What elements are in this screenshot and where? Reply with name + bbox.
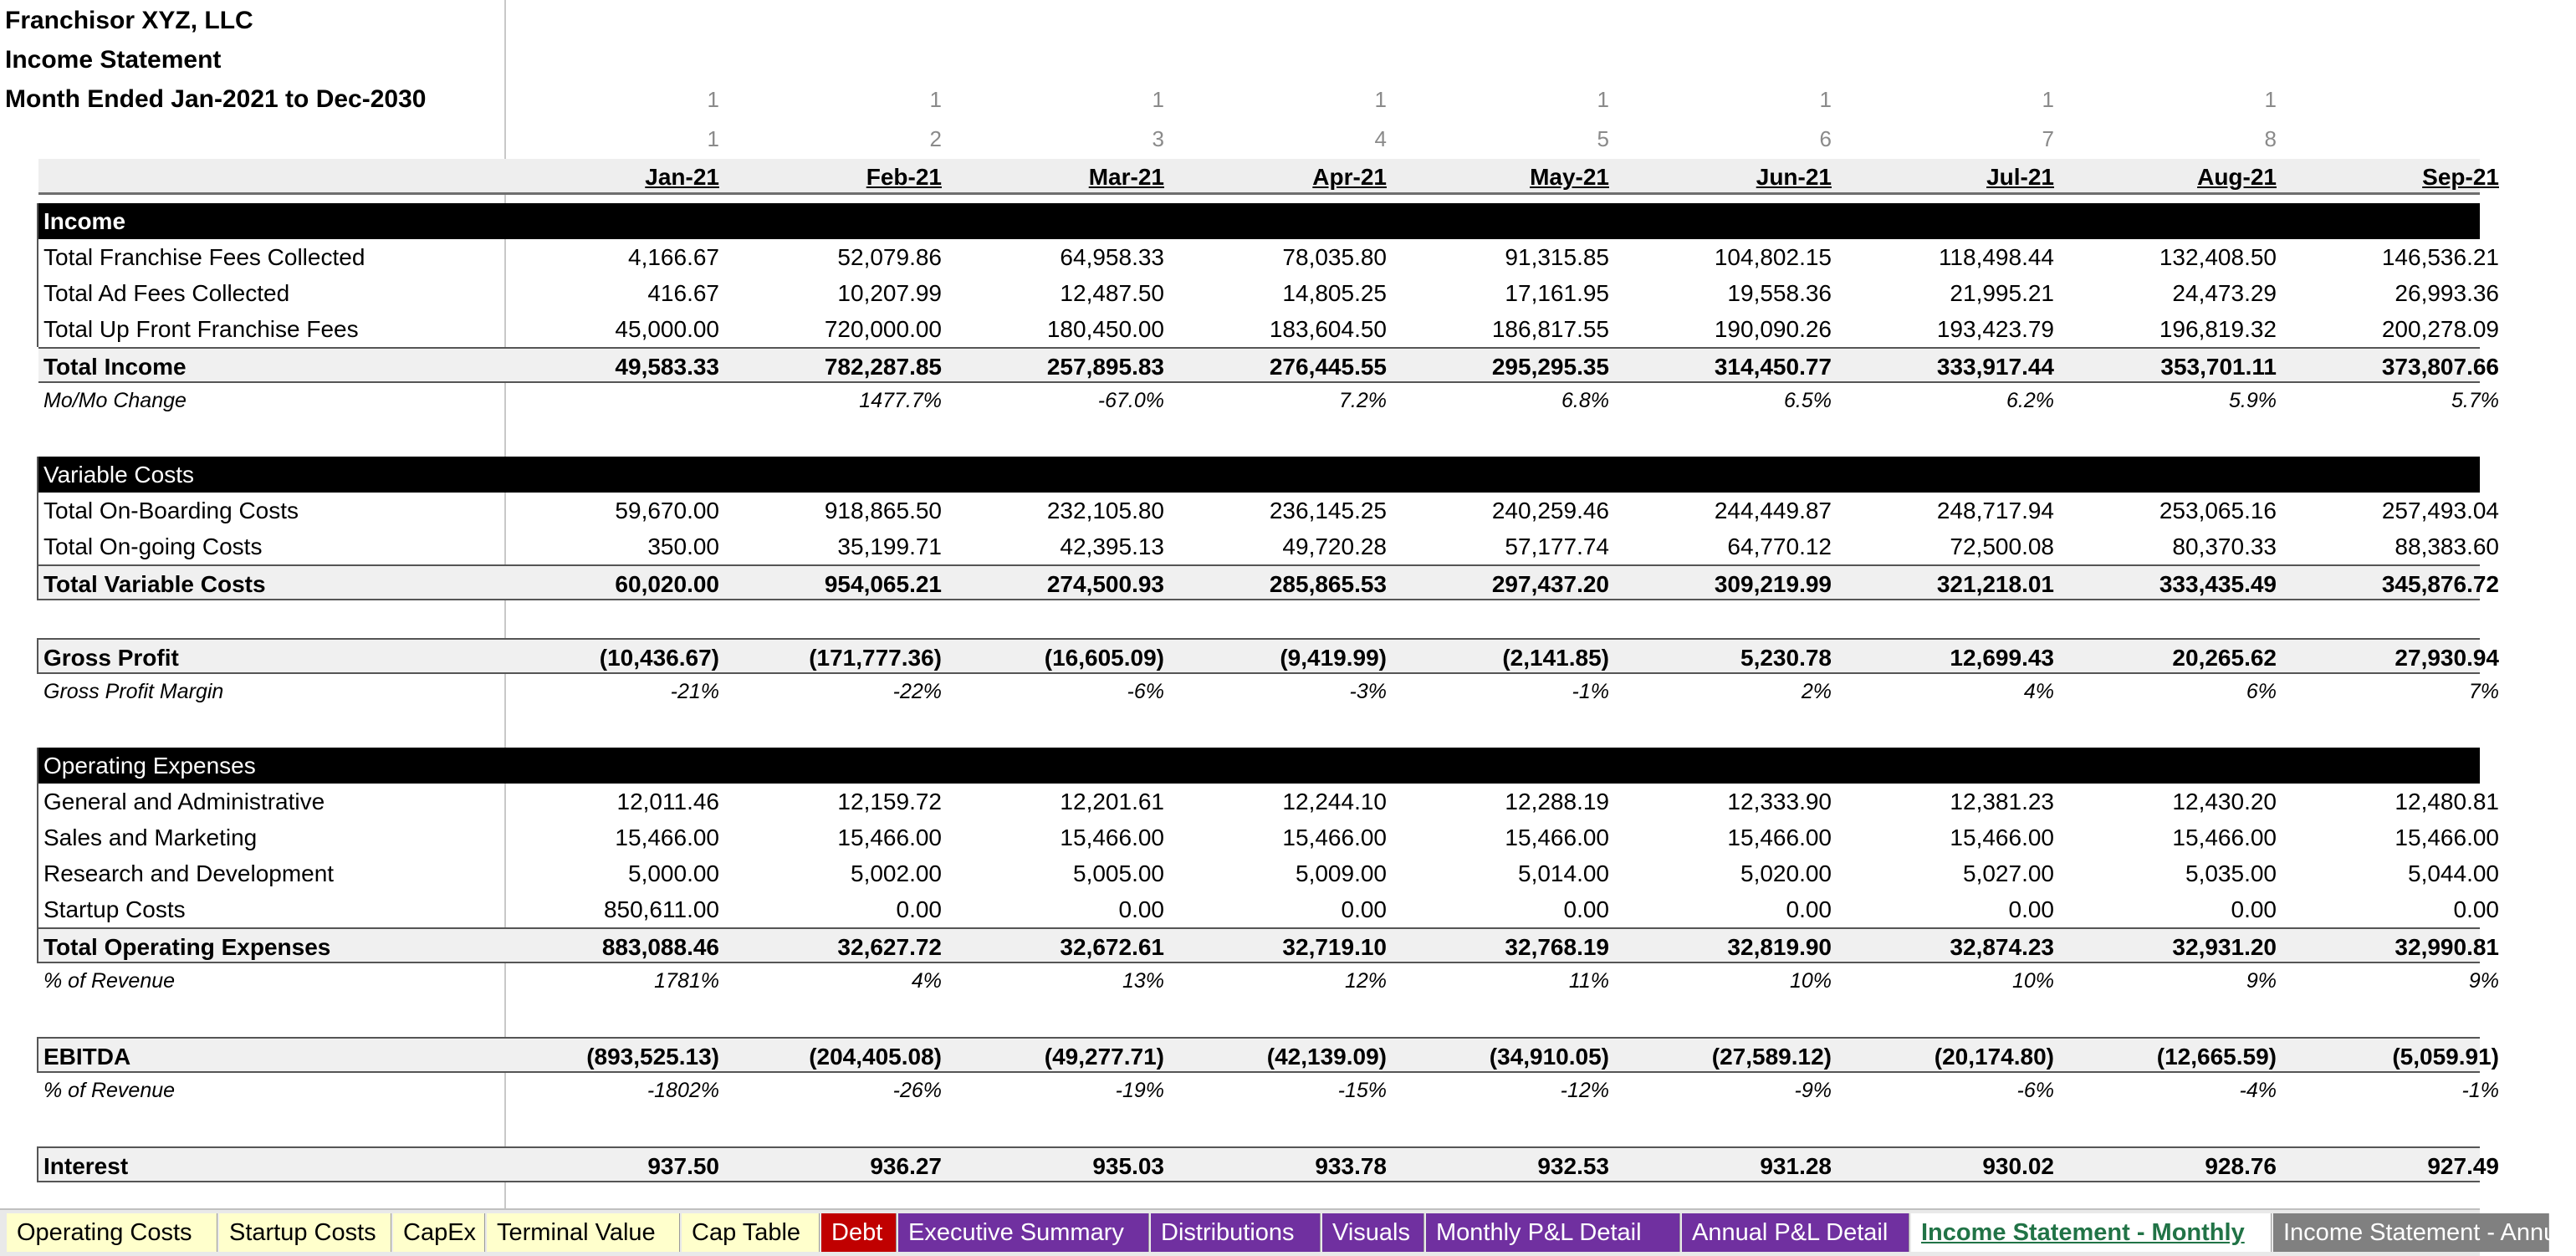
variable-cost-row	[38, 528, 2499, 564]
value-cell[interactable]: 10,207.99	[837, 280, 942, 306]
value-cell[interactable]: (34,910.05)	[1489, 1044, 1609, 1070]
value-cell[interactable]: -12%	[1560, 1079, 1609, 1102]
sheet-tab[interactable]: CapEx	[393, 1213, 485, 1252]
variable-cost-row-label: Total On-going Costs	[43, 534, 263, 559]
value-cell[interactable]: 5,009.00	[1296, 860, 1387, 886]
month-header-row	[38, 159, 2499, 195]
index-cell: 1	[929, 87, 942, 112]
value-cell[interactable]: 15,466.00	[2395, 825, 2499, 850]
company-name: Franchisor XYZ, LLC	[5, 7, 253, 34]
value-cell[interactable]: Mar-21	[1088, 164, 1164, 190]
value-cell[interactable]: 32,672.61	[1060, 934, 1164, 960]
value-cell[interactable]: 373,807.66	[2381, 354, 2499, 380]
value-cell[interactable]: 12,480.81	[2395, 789, 2499, 814]
value-cell[interactable]: (9,419.99)	[1280, 645, 1387, 671]
opex-row-label: Research and Development	[43, 860, 335, 886]
index-cell: 6	[1819, 126, 1832, 151]
value-cell[interactable]: (20,174.80)	[1934, 1044, 2054, 1070]
value-cell[interactable]: 20,265.62	[2172, 645, 2277, 671]
opex-pct-revenue-row	[38, 963, 2499, 999]
mom-change-row-label: Mo/Mo Change	[43, 389, 187, 412]
table-left-border	[37, 638, 38, 674]
table-left-border	[37, 457, 38, 600]
value-cell[interactable]: -22%	[892, 680, 942, 703]
value-cell[interactable]: (42,139.09)	[1266, 1044, 1387, 1070]
opex-row	[38, 855, 2499, 891]
value-cell[interactable]: 42,395.13	[1060, 534, 1164, 559]
index-cell: 2	[929, 126, 942, 151]
value-cell[interactable]: 0.00	[1341, 896, 1387, 922]
total-income-row-label: Total Income	[43, 354, 187, 380]
value-cell[interactable]: 244,449.87	[1714, 498, 1832, 523]
value-cell[interactable]: 309,219.99	[1714, 571, 1832, 597]
value-cell[interactable]: 15,466.00	[1727, 825, 1832, 850]
value-cell[interactable]: 930.02	[1982, 1153, 2054, 1179]
value-cell[interactable]: 57,177.74	[1505, 534, 1609, 559]
value-cell[interactable]: 0.00	[2453, 896, 2499, 922]
value-cell[interactable]: 6.5%	[1784, 389, 1832, 412]
value-cell[interactable]: 12,244.10	[1282, 789, 1387, 814]
total-opex-row	[38, 927, 2499, 963]
value-cell[interactable]: 7%	[2468, 680, 2499, 703]
total-income-row	[38, 347, 2499, 383]
value-cell[interactable]: 12,487.50	[1060, 280, 1164, 306]
value-cell[interactable]: 5,035.00	[2185, 860, 2277, 886]
value-cell[interactable]: 5,044.00	[2408, 860, 2499, 886]
mom-change-row	[38, 383, 2499, 419]
value-cell[interactable]: 933.78	[1315, 1153, 1387, 1179]
value-cell[interactable]: Aug-21	[2197, 164, 2277, 190]
value-cell[interactable]: 6.2%	[2006, 389, 2054, 412]
value-cell[interactable]: 5,014.00	[1518, 860, 1609, 886]
value-cell[interactable]: 883,088.46	[601, 934, 719, 960]
sheet-tab[interactable]: Distributions	[1151, 1213, 1321, 1252]
total-variable-costs-row-label: Total Variable Costs	[43, 571, 266, 597]
value-cell[interactable]: 91,315.85	[1505, 244, 1609, 270]
income-row-label: Total Ad Fees Collected	[43, 280, 290, 306]
index-cell: 4	[1374, 126, 1387, 151]
value-cell[interactable]: 60,020.00	[615, 571, 719, 597]
value-cell[interactable]: 5,005.00	[1073, 860, 1164, 886]
index-cell: 1	[1597, 87, 1609, 112]
value-cell[interactable]: 10%	[2011, 969, 2054, 993]
sheet-tab[interactable]: Startup Costs	[219, 1213, 391, 1252]
statement-title: Income Statement	[5, 46, 222, 74]
value-cell[interactable]: 200,278.09	[2381, 316, 2499, 342]
index-cell: 3	[1152, 126, 1164, 151]
value-cell[interactable]: 932.53	[1537, 1153, 1609, 1179]
value-cell[interactable]: 1781%	[654, 969, 719, 993]
value-cell[interactable]: 4%	[911, 969, 942, 993]
index-cell: 7	[2042, 126, 2054, 151]
sheet-tab[interactable]: Annual P&L Detail	[1682, 1213, 1909, 1252]
value-cell[interactable]: 12,159.72	[837, 789, 942, 814]
index-row-2	[519, 120, 2480, 158]
value-cell[interactable]: 12,201.61	[1060, 789, 1164, 814]
value-cell[interactable]: 10%	[1789, 969, 1832, 993]
opex-row	[38, 819, 2499, 855]
value-cell[interactable]: 118,498.44	[1938, 244, 2054, 270]
value-cell[interactable]: -19%	[1115, 1079, 1164, 1102]
opex-row-label: Sales and Marketing	[43, 825, 258, 850]
value-cell[interactable]: 104,802.15	[1714, 244, 1832, 270]
value-cell[interactable]: -21%	[670, 680, 719, 703]
value-cell[interactable]: 350.00	[647, 534, 719, 559]
value-cell[interactable]: 6.8%	[1561, 389, 1609, 412]
value-cell[interactable]: (893,525.13)	[586, 1044, 719, 1070]
value-cell[interactable]: 345,876.72	[2381, 571, 2499, 597]
value-cell[interactable]: 295,295.35	[1491, 354, 1609, 380]
opex-section-header-label: Operating Expenses	[43, 753, 256, 779]
value-cell[interactable]: 13%	[1122, 969, 1164, 993]
value-cell[interactable]: (10,436.67)	[599, 645, 719, 671]
value-cell[interactable]: -9%	[1794, 1079, 1832, 1102]
value-cell[interactable]: 9%	[2468, 969, 2499, 993]
value-cell[interactable]: 32,931.20	[2172, 934, 2277, 960]
sheet-tab[interactable]: Operating Costs	[7, 1213, 217, 1252]
value-cell[interactable]: -1%	[1572, 680, 1609, 703]
value-cell[interactable]: 78,035.80	[1282, 244, 1387, 270]
value-cell[interactable]: (171,777.36)	[809, 645, 942, 671]
value-cell[interactable]: -3%	[1349, 680, 1387, 703]
index-cell: 8	[2264, 126, 2277, 151]
variable-cost-row	[38, 493, 2499, 528]
opex-section-header	[38, 748, 2480, 784]
opex-pct-revenue-row-label: % of Revenue	[43, 969, 176, 993]
opex-row	[38, 891, 2499, 927]
sheet-tab[interactable]: Income Statement - Monthly	[1911, 1213, 2272, 1252]
value-cell[interactable]: 49,720.28	[1282, 534, 1387, 559]
value-cell[interactable]: 26,993.36	[2395, 280, 2499, 306]
value-cell[interactable]: 190,090.26	[1714, 316, 1832, 342]
value-cell[interactable]: 333,917.44	[1936, 354, 2054, 380]
sheet-tab[interactable]: Executive Summary	[898, 1213, 1149, 1252]
value-cell[interactable]: 0.00	[1563, 896, 1609, 922]
variable-costs-section-header-label: Variable Costs	[43, 462, 195, 488]
value-cell[interactable]: -15%	[1337, 1079, 1387, 1102]
index-cell: 1	[1152, 87, 1164, 112]
value-cell[interactable]: 49,583.33	[615, 354, 719, 380]
value-cell[interactable]: (49,277.71)	[1044, 1044, 1164, 1070]
value-cell[interactable]: 5,002.00	[851, 860, 942, 886]
value-cell[interactable]: 232,105.80	[1046, 498, 1164, 523]
value-cell[interactable]: 297,437.20	[1491, 571, 1609, 597]
value-cell[interactable]: 146,536.21	[2381, 244, 2499, 270]
value-cell[interactable]: 183,604.50	[1269, 316, 1387, 342]
value-cell[interactable]: 19,558.36	[1727, 280, 1832, 306]
income-row	[38, 239, 2499, 275]
value-cell[interactable]: 17,161.95	[1505, 280, 1609, 306]
value-cell[interactable]: 180,450.00	[1046, 316, 1164, 342]
value-cell[interactable]: 186,817.55	[1491, 316, 1609, 342]
value-cell[interactable]: 14,805.25	[1282, 280, 1387, 306]
value-cell[interactable]: 15,466.00	[2172, 825, 2277, 850]
sheet-tab[interactable]: Cap Table	[682, 1213, 820, 1252]
value-cell[interactable]: 32,719.10	[1282, 934, 1387, 960]
value-cell[interactable]: 936.27	[870, 1153, 942, 1179]
sheet-tab-bar	[0, 1208, 2576, 1256]
value-cell[interactable]: 15,466.00	[1060, 825, 1164, 850]
index-cell: 1	[1374, 87, 1387, 112]
table-left-border	[37, 748, 38, 963]
income-row	[38, 275, 2499, 311]
value-cell[interactable]: 88,383.60	[2395, 534, 2499, 559]
index-cell: 1	[707, 126, 719, 151]
value-cell[interactable]: 5,000.00	[628, 860, 719, 886]
value-cell[interactable]: 720,000.00	[824, 316, 942, 342]
value-cell[interactable]: 353,701.11	[2160, 354, 2277, 380]
value-cell[interactable]: 937.50	[647, 1153, 719, 1179]
value-cell[interactable]: 2%	[1801, 680, 1832, 703]
opex-row-label: Startup Costs	[43, 896, 186, 922]
value-cell[interactable]: 314,450.77	[1714, 354, 1832, 380]
value-cell[interactable]: -1802%	[647, 1079, 719, 1102]
value-cell[interactable]: 132,408.50	[2159, 244, 2277, 270]
value-cell[interactable]: 935.03	[1092, 1153, 1164, 1179]
value-cell[interactable]: Sep-21	[2422, 164, 2499, 190]
value-cell[interactable]: Feb-21	[866, 164, 942, 190]
value-cell[interactable]: 12,011.46	[616, 789, 719, 814]
interest-row-label: Interest	[43, 1153, 129, 1179]
value-cell[interactable]: 0.00	[1786, 896, 1832, 922]
value-cell[interactable]: 4,166.67	[628, 244, 719, 270]
opex-row-label: General and Administrative	[43, 789, 325, 814]
value-cell[interactable]: 15,466.00	[837, 825, 942, 850]
value-cell[interactable]: 9%	[2246, 969, 2277, 993]
index-cell: 5	[1597, 126, 1609, 151]
value-cell[interactable]: 276,445.55	[1269, 354, 1387, 380]
table-left-border	[37, 203, 38, 347]
value-cell[interactable]: 1477.7%	[859, 389, 942, 412]
gross-margin-row	[38, 674, 2499, 710]
statement-period: Month Ended Jan-2021 to Dec-2030	[5, 85, 427, 113]
value-cell[interactable]: 5,230.78	[1740, 645, 1832, 671]
index-row-1	[519, 80, 2480, 119]
value-cell[interactable]: 0.00	[896, 896, 942, 922]
value-cell[interactable]: 931.28	[1760, 1153, 1832, 1179]
value-cell[interactable]: 333,435.49	[2159, 571, 2277, 597]
value-cell[interactable]: 0.00	[2231, 896, 2277, 922]
value-cell[interactable]: 12,430.20	[2172, 789, 2277, 814]
value-cell[interactable]: 15,466.00	[1950, 825, 2054, 850]
value-cell[interactable]: 12,333.90	[1727, 789, 1832, 814]
value-cell[interactable]: 918,865.50	[824, 498, 942, 523]
value-cell[interactable]: Jun-21	[1756, 164, 1832, 190]
value-cell[interactable]: -67.0%	[1097, 389, 1164, 412]
ebitda-row-label: EBITDA	[43, 1044, 131, 1070]
income-row	[38, 311, 2499, 347]
value-cell[interactable]: -6%	[2016, 1079, 2054, 1102]
value-cell[interactable]: 6%	[2246, 680, 2277, 703]
income-row-label: Total Up Front Franchise Fees	[43, 316, 359, 342]
value-cell[interactable]: 59,670.00	[615, 498, 719, 523]
variable-cost-row-label: Total On-Boarding Costs	[43, 498, 299, 523]
income-section-header	[38, 203, 2480, 239]
ebitda-pct-revenue-row	[38, 1073, 2499, 1109]
value-cell[interactable]: 5.9%	[2229, 389, 2277, 412]
opex-row	[38, 784, 2499, 819]
value-cell[interactable]: 35,199.71	[837, 534, 942, 559]
value-cell[interactable]: 21,995.21	[1950, 280, 2054, 306]
value-cell[interactable]: 0.00	[2008, 896, 2054, 922]
index-cell: 1	[707, 87, 719, 112]
value-cell[interactable]: (204,405.08)	[809, 1044, 942, 1070]
value-cell[interactable]: 52,079.86	[837, 244, 942, 270]
value-cell[interactable]: 45,000.00	[615, 316, 719, 342]
value-cell[interactable]: (27,589.12)	[1711, 1044, 1832, 1070]
value-cell[interactable]: 11%	[1568, 969, 1609, 993]
value-cell[interactable]: 416.67	[647, 280, 719, 306]
value-cell[interactable]: -4%	[2239, 1079, 2277, 1102]
interest-row	[38, 1146, 2499, 1182]
value-cell[interactable]: 196,819.32	[2159, 316, 2277, 342]
value-cell[interactable]: May-21	[1530, 164, 1609, 190]
value-cell[interactable]: 927.49	[2427, 1153, 2499, 1179]
variable-costs-section-header	[38, 457, 2480, 493]
value-cell[interactable]: 321,218.01	[1936, 571, 2054, 597]
value-cell[interactable]: 850,611.00	[603, 896, 719, 922]
value-cell[interactable]: 64,770.12	[1727, 534, 1832, 559]
income-row-label: Total Franchise Fees Collected	[43, 244, 365, 270]
value-cell[interactable]: 80,370.33	[2172, 534, 2277, 559]
total-variable-costs-row	[38, 564, 2499, 600]
value-cell[interactable]: (2,141.85)	[1502, 645, 1609, 671]
value-cell[interactable]: 64,958.33	[1060, 244, 1164, 270]
gross-profit-row-label: Gross Profit	[43, 645, 179, 671]
value-cell[interactable]: 240,259.46	[1491, 498, 1609, 523]
value-cell[interactable]: 32,627.72	[837, 934, 942, 960]
value-cell[interactable]: -6%	[1127, 680, 1164, 703]
value-cell[interactable]: -1%	[2461, 1079, 2499, 1102]
index-cell: 1	[2042, 87, 2054, 112]
value-cell[interactable]: 285,865.53	[1269, 571, 1387, 597]
value-cell[interactable]: (16,605.09)	[1044, 645, 1164, 671]
value-cell[interactable]: 12,288.19	[1505, 789, 1609, 814]
ebitda-row	[38, 1037, 2499, 1073]
value-cell[interactable]: 15,466.00	[615, 825, 719, 850]
gross-margin-row-label: Gross Profit Margin	[43, 680, 224, 703]
table-left-border	[37, 1146, 38, 1182]
value-cell[interactable]: (12,665.59)	[2156, 1044, 2277, 1070]
value-cell[interactable]: 236,145.25	[1269, 498, 1387, 523]
value-cell[interactable]: 257,493.04	[2381, 498, 2499, 523]
value-cell[interactable]: 954,065.21	[824, 571, 942, 597]
value-cell[interactable]: 15,466.00	[1282, 825, 1387, 850]
value-cell[interactable]: 27,930.94	[2395, 645, 2499, 671]
value-cell[interactable]: 193,423.79	[1936, 316, 2054, 342]
sheet-tab[interactable]: Monthly P&L Detail	[1426, 1213, 1680, 1252]
total-opex-row-label: Total Operating Expenses	[43, 934, 331, 960]
value-cell[interactable]: 12%	[1344, 969, 1387, 993]
value-cell[interactable]: 782,287.85	[824, 354, 942, 380]
value-cell[interactable]: 12,699.43	[1950, 645, 2054, 671]
value-cell[interactable]: (5,059.91)	[2392, 1044, 2499, 1070]
index-cell: 1	[1819, 87, 1832, 112]
table-left-border	[37, 1037, 38, 1073]
value-cell[interactable]: 248,717.94	[1936, 498, 2054, 523]
sheet-tab[interactable]: Income Statement - Annual	[2273, 1213, 2549, 1252]
value-cell[interactable]: 0.00	[1118, 896, 1164, 922]
value-cell[interactable]: Apr-21	[1312, 164, 1387, 190]
value-cell[interactable]: 12,381.23	[1950, 789, 2054, 814]
value-cell[interactable]: 32,768.19	[1505, 934, 1609, 960]
value-cell[interactable]: 32,874.23	[1950, 934, 2054, 960]
sheet-tab[interactable]: Terminal Value	[487, 1213, 680, 1252]
value-cell[interactable]: 24,473.29	[2172, 280, 2277, 306]
value-cell[interactable]: 72,500.08	[1950, 534, 2054, 559]
sheet-tab[interactable]: Visuals	[1322, 1213, 1424, 1252]
value-cell[interactable]: -26%	[892, 1079, 942, 1102]
value-cell[interactable]: 4%	[2023, 680, 2054, 703]
index-cell: 1	[2264, 87, 2277, 112]
gross-profit-row	[38, 638, 2499, 674]
value-cell[interactable]: 5,020.00	[1740, 860, 1832, 886]
value-cell[interactable]: Jul-21	[1986, 164, 2054, 190]
value-cell[interactable]: 257,895.83	[1046, 354, 1164, 380]
value-cell[interactable]: 253,065.16	[2159, 498, 2277, 523]
sheet-tab[interactable]: Debt	[821, 1213, 897, 1252]
value-cell[interactable]: 32,819.90	[1727, 934, 1832, 960]
value-cell[interactable]: 928.76	[2205, 1153, 2277, 1179]
value-cell[interactable]: 15,466.00	[1505, 825, 1609, 850]
value-cell[interactable]: 5,027.00	[1963, 860, 2054, 886]
value-cell[interactable]: 32,990.81	[2395, 934, 2499, 960]
value-cell[interactable]: Jan-21	[645, 164, 719, 190]
income-section-header-label: Income	[43, 208, 126, 234]
value-cell[interactable]: 7.2%	[1339, 389, 1387, 412]
value-cell[interactable]: 274,500.93	[1046, 571, 1164, 597]
ebitda-pct-revenue-row-label: % of Revenue	[43, 1079, 176, 1102]
value-cell[interactable]: 5.7%	[2451, 389, 2499, 412]
